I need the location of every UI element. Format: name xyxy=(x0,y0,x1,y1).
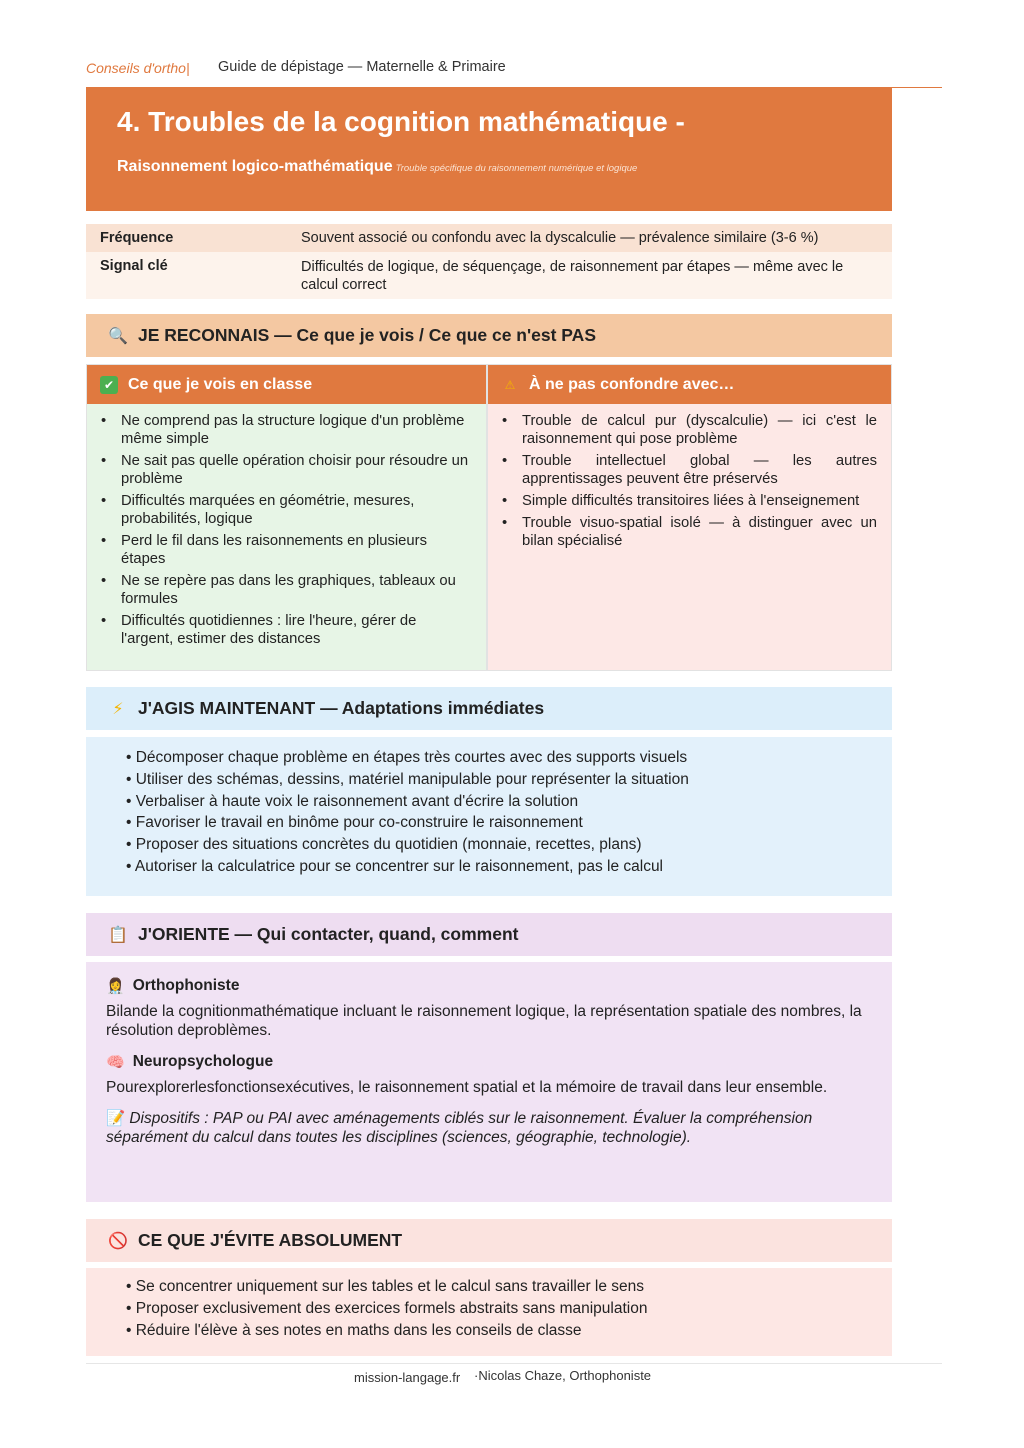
section-header-evite xyxy=(86,1219,892,1262)
footer xyxy=(86,1363,942,1393)
footer-site-link[interactable]: mission-langage.fr xyxy=(354,1370,461,1385)
list-item: • Favoriser le travail en binôme pour co-construire le raisonnement xyxy=(126,812,892,834)
info-row-signal xyxy=(86,252,892,299)
section-title: CE QUE J'ÉVITE ABSOLUMENT xyxy=(138,1230,403,1250)
subtitle-note: Trouble spécifique du raisonnement numérique et logique xyxy=(395,163,638,174)
health-worker-icon: 👩‍⚕️ xyxy=(106,978,125,995)
list-item: • Difficultés marquées en géométrie, mesures, probabilités, logique xyxy=(121,492,472,528)
list-item: • Trouble visuo-spatial isolé — à distinguer avec un bilan spécialisé xyxy=(522,514,877,550)
column-title: À ne pas confondre avec… xyxy=(529,375,735,393)
page-title: 4. Troubles de la cognition mathématique - xyxy=(117,106,685,137)
section-title: J'AGIS MAINTENANT — Adaptations immédiates xyxy=(138,698,545,718)
brand-label: Conseils d'ortho| xyxy=(86,60,190,76)
footer-author: ·Nicolas Chaze, Orthophoniste xyxy=(474,1368,652,1383)
clipboard-icon: 📋 xyxy=(108,926,128,944)
evite-box xyxy=(86,1268,892,1356)
warning-icon: ⚠ xyxy=(504,377,516,392)
list-item: • Autoriser la calculatrice pour se concentrer sur le raisonnement, pas le calcul xyxy=(126,856,892,878)
info-row-frequence xyxy=(86,224,892,252)
column-header xyxy=(87,365,486,404)
memo-icon: 📝 xyxy=(106,1110,126,1127)
neuropsychologue-desc: Pourexplorerlesfonctionsexécutives, le raisonnement spatial et la mémoire de travail dans leur ensemble. xyxy=(106,1079,828,1096)
list-item: • Ne se repère pas dans les graphiques, tableaux ou formules xyxy=(121,572,472,608)
list-item: • Trouble de calcul pur (dyscalculie) — ici c'est le raisonnement qui pose problème xyxy=(522,412,877,448)
lightning-icon: ⚡ xyxy=(112,700,124,718)
check-icon: ✔ xyxy=(100,376,118,394)
magnifier-icon: 🔍 xyxy=(108,327,128,345)
list-item: • Proposer des situations concrètes du quotidien (monnaie, recettes, plans) xyxy=(126,834,892,856)
section-header-oriente xyxy=(86,913,892,956)
neuropsychologue-title xyxy=(106,1052,872,1072)
guide-label: Guide de dépistage — Maternelle & Primaire xyxy=(218,59,506,75)
orthophoniste-title xyxy=(106,976,872,996)
list-item: • Ne comprend pas la structure logique d'un problème même simple xyxy=(121,412,472,448)
subtitle-text: Raisonnement logico-mathématique xyxy=(117,158,393,175)
list-item: • Trouble intellectuel global — les autres apprentissages peuvent être préservés xyxy=(522,452,877,488)
confondre-list xyxy=(488,404,891,550)
list-item: • Réduire l'élève à ses notes en maths dans les conseils de classe xyxy=(126,1320,892,1342)
prohibited-icon: 🚫 xyxy=(108,1232,128,1250)
info-key: Signal clé xyxy=(100,258,168,274)
column-header xyxy=(488,365,891,404)
column-title: Ce que je vois en classe xyxy=(128,375,313,393)
section-title: J'ORIENTE — Qui contacter, quand, comment xyxy=(138,924,519,944)
info-value: Souvent associé ou confondu avec la dyscalculie — prévalence similaire (3-6 %) xyxy=(301,230,819,246)
info-key: Fréquence xyxy=(100,230,174,246)
list-item: • Perd le fil dans les raisonnements en plusieurs étapes xyxy=(121,532,472,568)
pro-name: Neuropsychologue xyxy=(132,1053,274,1070)
oriente-box xyxy=(86,962,892,1202)
list-item: • Proposer exclusivement des exercices formels abstraits sans manipulation xyxy=(126,1298,892,1320)
list-item: • Décomposer chaque problème en étapes très courtes avec des supports visuels xyxy=(126,747,892,769)
vois-list xyxy=(87,404,486,648)
column-vois xyxy=(86,364,487,671)
list-item: • Difficultés quotidiennes : lire l'heure, gérer de l'argent, estimer des distances xyxy=(121,612,472,648)
agis-list xyxy=(126,747,892,878)
section-header-agis xyxy=(86,687,892,730)
evite-list xyxy=(126,1276,892,1341)
list-item: • Utiliser des schémas, dessins, matériel manipulable pour représenter la situation xyxy=(126,769,892,791)
list-item: • Se concentrer uniquement sur les tables et le calcul sans travailler le sens xyxy=(126,1276,892,1298)
list-item: • Ne sait pas quelle opération choisir pour résoudre un problème xyxy=(121,452,472,488)
hero-banner xyxy=(86,88,892,211)
column-confondre xyxy=(487,364,892,671)
section-header-reconnais xyxy=(86,314,892,357)
info-table xyxy=(86,224,892,299)
agis-box xyxy=(86,737,892,896)
top-bar xyxy=(86,58,942,88)
page-subtitle xyxy=(117,158,637,176)
dispositifs-note xyxy=(106,1109,872,1147)
info-value: Difficultés de logique, de séquençage, de raisonnement par étapes — même avec le calcul correct xyxy=(301,259,844,293)
section-title: JE RECONNAIS — Ce que je vois / Ce que ce n'est PAS xyxy=(138,325,596,345)
brain-icon: 🧠 xyxy=(106,1054,125,1071)
list-item: • Simple difficultés transitoires liées à l'enseignement xyxy=(522,492,877,510)
orthophoniste-desc: Bilande la cognitionmathématique incluant le raisonnement logique, la représentation spatiale des nombres, la résolution deproblèmes. xyxy=(106,1003,862,1039)
pro-name: Orthophoniste xyxy=(132,977,240,994)
dispositifs-text: Dispositifs : PAP ou PAI avec aménagements ciblés sur le raisonnement. Évaluer la compréhension séparément du calcul dans toutes les disciplines (sciences, géographie, technologie). xyxy=(106,1110,813,1146)
list-item: • Verbaliser à haute voix le raisonnement avant d'écrire la solution xyxy=(126,791,892,813)
reconnais-columns xyxy=(86,364,892,671)
